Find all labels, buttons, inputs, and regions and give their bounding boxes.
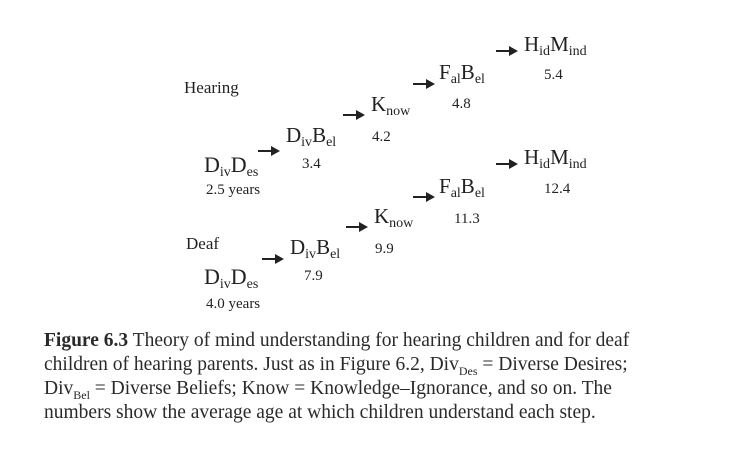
deaf-age-false-belief: 11.3 <box>454 211 480 227</box>
caption-line-1: Figure 6.3 Theory of mind understanding for hearing children and for deaf <box>44 330 630 351</box>
deaf-step-diverse-desires: $D_{iv}D_{es}$ <box>204 264 259 292</box>
deaf-step-false-belief: $F_{al}B_{el}$ <box>439 174 485 201</box>
hearing-step-diverse-desires: $D_{iv}D_{es}$ <box>204 152 259 180</box>
deaf-age-knowledge: 9.9 <box>375 241 394 257</box>
arrow-icon <box>413 192 435 202</box>
arrow-icon <box>343 110 365 120</box>
hearing-step-false-belief: $F_{al}B_{el}$ <box>439 60 485 87</box>
arrow-icon <box>346 222 368 232</box>
deaf-step-knowledge: $K_{now}$ <box>374 204 414 231</box>
hearing-age-knowledge: 4.2 <box>372 129 391 145</box>
deaf-step-diverse-beliefs: $D_{iv}B_{el}$ <box>290 235 341 262</box>
hearing-step-diverse-beliefs: $D_{iv}B_{el}$ <box>286 123 337 150</box>
arrow-icon <box>262 254 284 264</box>
hearing-age-hidden-mind: 5.4 <box>544 67 563 83</box>
caption-line-3: Div$_{Bel}$ = Diverse Beliefs; Know = Knowledge–Ignorance, and so on. The <box>44 378 612 402</box>
arrow-icon <box>413 79 435 89</box>
hearing-step-knowledge: $K_{now}$ <box>371 92 411 119</box>
hearing-age-diverse-beliefs: 3.4 <box>302 156 321 172</box>
arrow-icon <box>258 146 280 156</box>
caption-line-4: numbers show the average age at which children understand each step. <box>44 402 596 423</box>
hearing-age-diverse-desires: 2.5 years <box>206 182 261 198</box>
deaf-step-hidden-mind: $H_{id}M_{ind}$ <box>524 145 587 172</box>
hearing-age-false-belief: 4.8 <box>452 96 471 112</box>
deaf-age-hidden-mind: 12.4 <box>544 181 571 197</box>
caption-line-2: children of hearing parents. Just as in Figure 6.2, Div$_{Des}$ = Diverse Desires; <box>44 354 628 378</box>
deaf-age-diverse-desires: 4.0 years <box>206 296 261 312</box>
figure-number: Figure 6.3 <box>44 330 129 351</box>
hearing-step-hidden-mind: $H_{id}M_{ind}$ <box>524 32 587 59</box>
figure-caption <box>44 329 734 425</box>
deaf-group-label: Deaf <box>186 234 220 253</box>
arrow-icon <box>496 159 518 169</box>
arrow-icon <box>496 46 518 56</box>
deaf-age-diverse-beliefs: 7.9 <box>304 268 323 284</box>
hearing-group-label: Hearing <box>184 78 239 97</box>
